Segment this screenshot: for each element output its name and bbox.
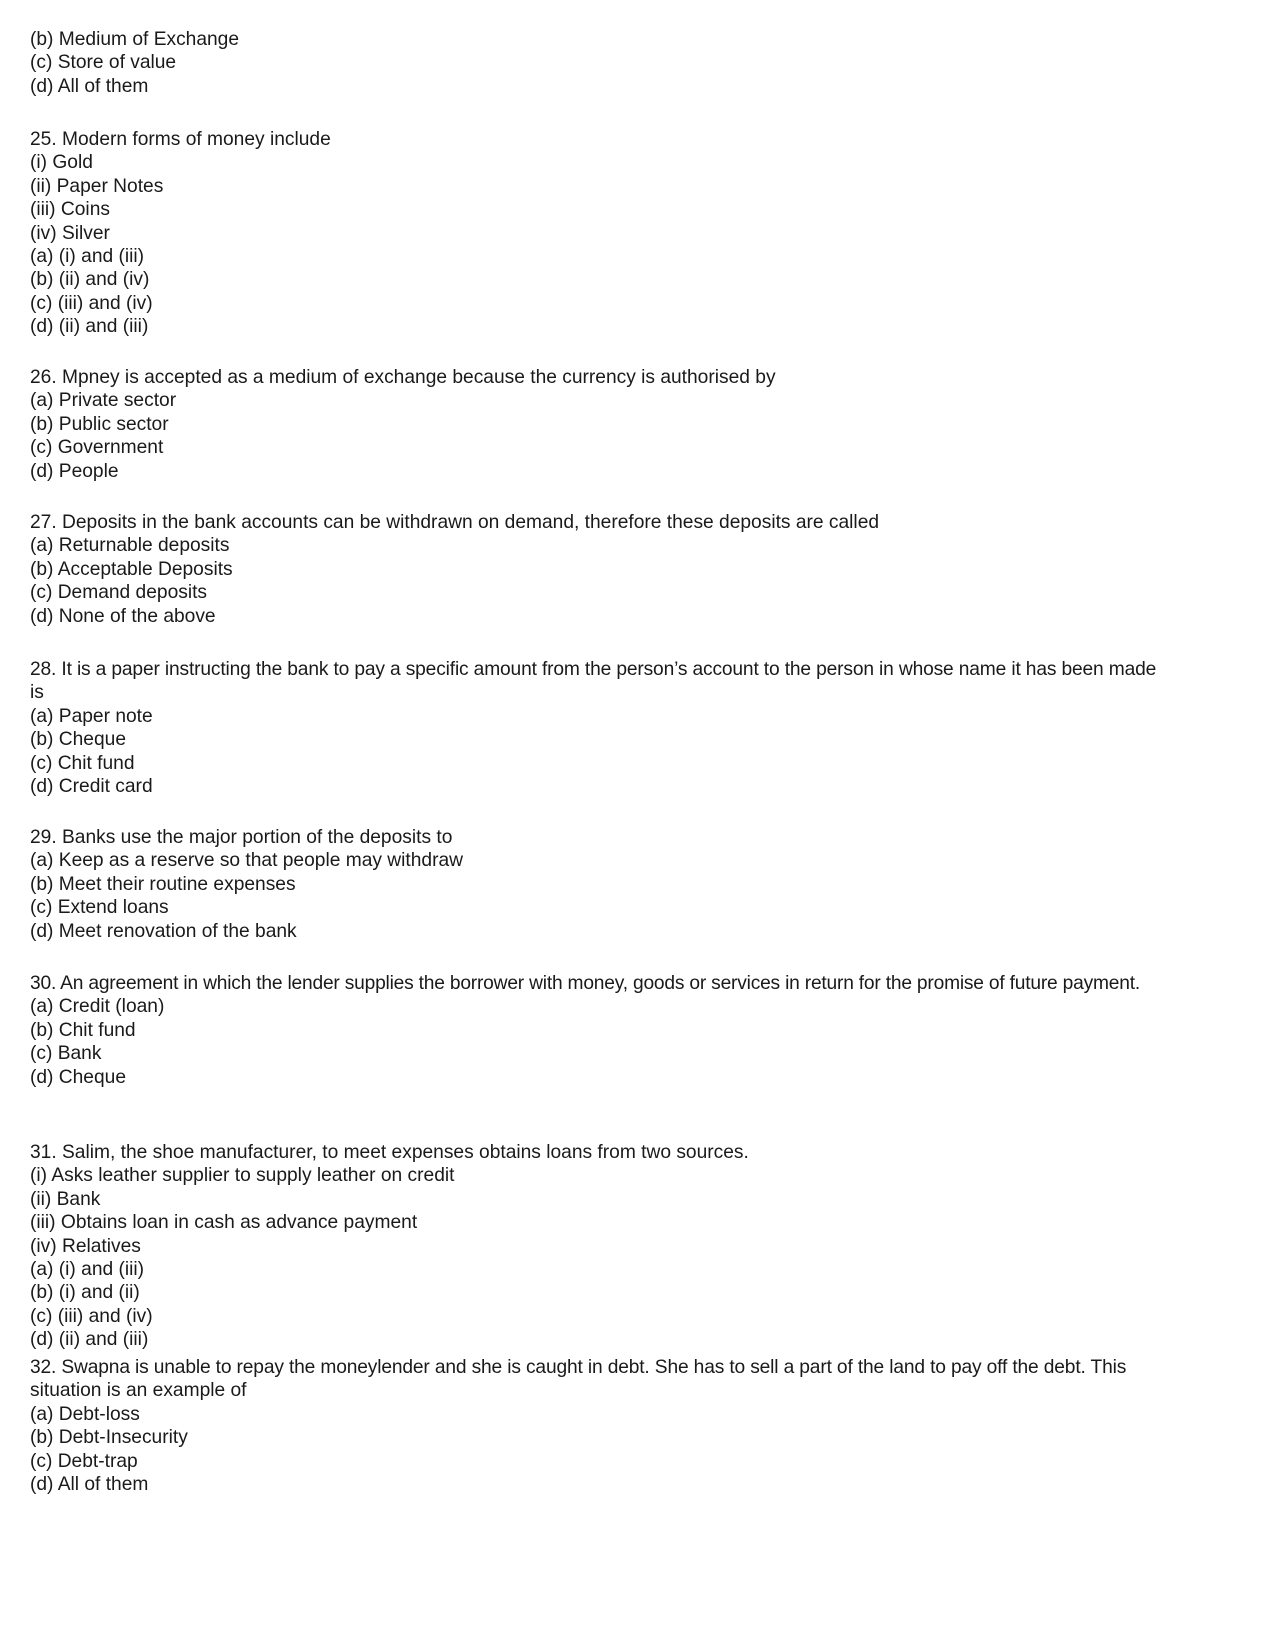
question-30	[30, 972, 1260, 1089]
option-line: (b) Medium of Exchange	[30, 29, 240, 50]
option-line: (a) Debt-loss	[30, 1403, 140, 1425]
option-line: (b) (i) and (ii)	[30, 1282, 140, 1304]
option-line: (ii) Bank	[30, 1188, 101, 1210]
option-line: (c) Demand deposits	[30, 582, 208, 604]
option-line: (d) People	[30, 460, 119, 482]
question-stem: 27. Deposits in the bank accounts can be withdrawn on demand, therefore these deposits are called	[30, 512, 880, 533]
option-line: (a) (i) and (iii)	[30, 245, 145, 267]
option-line: (d) All of them	[30, 1473, 149, 1495]
question-29	[30, 826, 1260, 943]
question-28	[30, 658, 1260, 798]
question-27	[30, 511, 1260, 628]
option-line: (d) All of them	[30, 75, 149, 97]
option-line: (b) Public sector	[30, 413, 169, 435]
option-line: (c) Extend loans	[30, 897, 169, 919]
option-line: (b) Chit fund	[30, 1019, 136, 1041]
option-line: (a) Credit (loan)	[30, 996, 165, 1018]
option-line: (c) Chit fund	[30, 752, 135, 774]
option-line: (c) Debt-trap	[30, 1450, 138, 1472]
option-line: (b) Acceptable Deposits	[30, 558, 233, 580]
option-line: (c) (iii) and (iv)	[30, 1305, 153, 1327]
question-stem: 32. Swapna is unable to repay the moneylender and she is caught in debt. She has to sell a part of the land to pay off the debt. This	[30, 1357, 1127, 1378]
question-26	[30, 366, 1260, 483]
option-line: (iv) Relatives	[30, 1235, 141, 1257]
option-line: (i) Asks leather supplier to supply leather on credit	[30, 1165, 455, 1187]
option-line: (iii) Coins	[30, 199, 110, 221]
question-stem: 25. Modern forms of money include	[30, 129, 331, 150]
option-line: (d) None of the above	[30, 605, 216, 627]
question-stem-continued: situation is an example of	[30, 1380, 247, 1402]
option-line: (a) Private sector	[30, 390, 177, 412]
option-line: (d) Meet renovation of the bank	[30, 920, 297, 942]
question-stem: 30. An agreement in which the lender supplies the borrower with money, goods or services in return for the promise of future payment.	[30, 973, 1140, 994]
option-line: (a) Paper note	[30, 705, 153, 727]
option-line: (d) Cheque	[30, 1066, 126, 1088]
question-stem: 31. Salim, the shoe manufacturer, to meet expenses obtains loans from two sources.	[30, 1142, 749, 1163]
option-line: (i) Gold	[30, 152, 93, 174]
question-stem: 26. Mpney is accepted as a medium of exchange because the currency is authorised by	[30, 367, 776, 388]
option-line: (ii) Paper Notes	[30, 175, 164, 197]
option-line: (iii) Obtains loan in cash as advance payment	[30, 1212, 418, 1234]
question-32	[30, 1356, 1260, 1496]
question-stem-continued: is	[30, 682, 44, 704]
option-line: (a) Keep as a reserve so that people may withdraw	[30, 850, 464, 872]
option-line: (b) Meet their routine expenses	[30, 873, 296, 895]
option-line: (b) Debt-Insecurity	[30, 1427, 188, 1449]
continued-options	[30, 28, 1260, 98]
option-line: (c) (iii) and (iv)	[30, 292, 153, 314]
option-line: (b) Cheque	[30, 729, 126, 751]
option-line: (a) (i) and (iii)	[30, 1258, 145, 1280]
option-line: (c) Government	[30, 437, 164, 459]
option-line: (c) Bank	[30, 1043, 102, 1065]
question-stem: 28. It is a paper instructing the bank to pay a specific amount from the person’s account to the person in whose name it has been made	[30, 659, 1157, 680]
question-31	[30, 1141, 1260, 1352]
option-line: (iv) Silver	[30, 222, 110, 244]
option-line: (c) Store of value	[30, 52, 177, 74]
option-line: (b) (ii) and (iv)	[30, 269, 150, 291]
option-line: (d) (ii) and (iii)	[30, 1329, 149, 1351]
option-line: (d) (ii) and (iii)	[30, 316, 149, 338]
option-line: (a) Returnable deposits	[30, 535, 230, 557]
question-25	[30, 128, 1260, 339]
option-line: (d) Credit card	[30, 775, 153, 797]
question-stem: 29. Banks use the major portion of the deposits to	[30, 827, 453, 848]
